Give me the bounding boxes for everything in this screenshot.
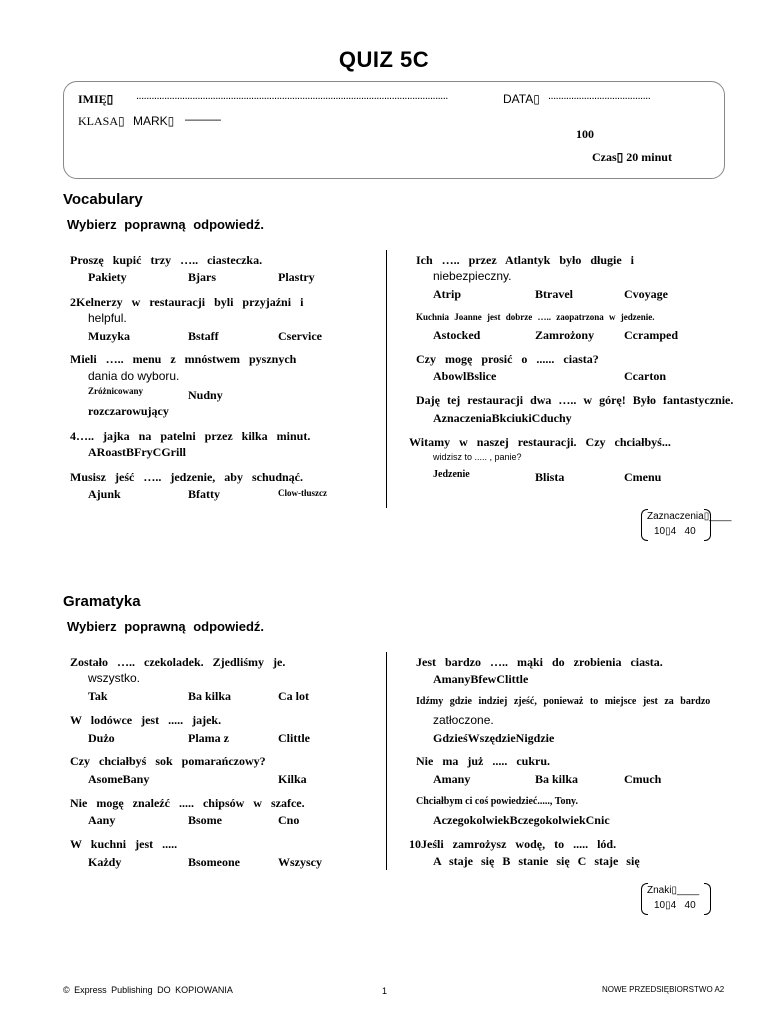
- grammar-q6-options[interactable]: AmanyBfewClittle: [433, 672, 529, 686]
- page-number: 1: [382, 986, 388, 996]
- vocab-q10-option-a[interactable]: Jedzenie: [433, 469, 470, 480]
- vocab-q7-option-c[interactable]: Ccramped: [624, 328, 678, 342]
- vocab-q3-option-b[interactable]: Nudny: [188, 388, 223, 402]
- vocab-q7-option-a[interactable]: Astocked: [433, 328, 481, 342]
- vocab-q5-option-c[interactable]: Clow-tłuszcz: [278, 488, 327, 498]
- quiz-title: QUIZ 5C: [338, 47, 430, 72]
- vocab-q10-option-c[interactable]: Cmenu: [624, 470, 662, 484]
- date-label: DATA▯: [503, 92, 540, 106]
- mark-label: MARK▯: [133, 114, 175, 128]
- vocab-q10-option-b[interactable]: Blista: [535, 470, 565, 484]
- grammar-q7-cont: zatłoczone.: [433, 713, 494, 727]
- missing-glyph-icon: ▯: [106, 92, 114, 106]
- grammar-q6: Jest bardzo ….. mąki do zrobienia ciasta.: [416, 655, 663, 669]
- vocabulary-score-box: [641, 509, 732, 541]
- grammar-q1-option-a[interactable]: Tak: [88, 689, 108, 703]
- name-field[interactable]: ..........................................................................................................................: [136, 90, 448, 102]
- grammar-title: Gramatyka: [63, 593, 141, 610]
- column-divider: [386, 652, 387, 870]
- vocab-q8-option-c[interactable]: Ccarton: [624, 369, 666, 383]
- max-points: 100: [576, 127, 594, 141]
- grammar-q9: Chciałbym ci coś powiedzieć....., Tony.: [416, 796, 578, 807]
- grammar-score-box: [641, 883, 711, 915]
- grammar-q1-option-b[interactable]: Ba kilka: [188, 689, 232, 703]
- grammar-q7-options[interactable]: GdzieśWszędzieNigdzie: [433, 731, 555, 745]
- vocab-q6-option-a[interactable]: Atrip: [433, 287, 461, 301]
- vocab-q1-option-a[interactable]: Pakiety: [88, 270, 127, 284]
- grammar-q3-option-ab[interactable]: AsomeBany: [88, 772, 150, 786]
- grammar-q2-option-b[interactable]: Plama z: [188, 731, 229, 745]
- vocab-q9-options[interactable]: AznaczeniaBkciukiCduchy: [433, 411, 572, 425]
- grammar-q4: Nie mogę znaleźć ..... chipsów w szafce.: [70, 796, 305, 810]
- date-field[interactable]: ........................................: [548, 90, 651, 102]
- grammar-q1-cont: wszystko.: [88, 671, 141, 685]
- time-limit: Czas▯ 20 minut: [592, 150, 672, 164]
- grammar-q5-option-a[interactable]: Każdy: [88, 855, 122, 869]
- vocab-q1: Proszę kupić trzy ….. ciasteczka.: [70, 253, 263, 267]
- vocab-q2-option-c[interactable]: Cservice: [278, 329, 322, 343]
- grammar-q8-option-a[interactable]: Amany: [433, 772, 471, 786]
- grammar-q2-option-a[interactable]: Dużo: [88, 731, 115, 745]
- vocab-q4-options[interactable]: ARoastBFryCGrill: [88, 445, 186, 459]
- missing-glyph-icon: ▯: [665, 526, 671, 537]
- vocab-q9: Daję tej restauracji dwa ….. w górę! Było fantastycznie.: [416, 393, 734, 407]
- vocab-q8-option-ab[interactable]: AbowlBslice: [433, 369, 497, 383]
- missing-glyph-icon: ▯: [703, 511, 710, 522]
- vocabulary-title: Vocabulary: [63, 191, 143, 208]
- vocab-q10-cont: widzisz to ..... , panie?: [433, 452, 522, 462]
- grammar-q8-option-b[interactable]: Ba kilka: [535, 772, 579, 786]
- vocab-q3-option-c[interactable]: rozczarowujący: [88, 404, 169, 418]
- grammar-q8-option-c[interactable]: Cmuch: [624, 772, 662, 786]
- vocab-q7-option-b[interactable]: Zamrożony: [535, 328, 595, 342]
- vocab-q6-cont: niebezpieczny.: [433, 269, 512, 283]
- vocab-q6: Ich ….. przez Atlantyk było długie i: [416, 253, 635, 267]
- vocab-q5-option-b[interactable]: Bfatty: [188, 487, 220, 501]
- grammar-q9-options[interactable]: AczegokolwiekBczegokolwiekCnic: [433, 813, 610, 827]
- missing-glyph-icon: ▯: [167, 114, 175, 128]
- vocab-q2-option-b[interactable]: Bstaff: [188, 329, 219, 343]
- grammar-q7: Idźmy gdzie indziej zjeść, ponieważ to miejsce jest za bardzo: [416, 696, 711, 707]
- mark-field[interactable]: ———: [185, 112, 221, 126]
- grammar-q2: W lodówce jest ..... jajek.: [70, 713, 222, 727]
- grammar-q5-option-c[interactable]: Wszyscy: [278, 855, 322, 869]
- grammar-q2-option-c[interactable]: Clittle: [278, 731, 310, 745]
- column-divider: [386, 250, 387, 508]
- vocab-q4: 4….. jajka na patelni przez kilka minut.: [70, 429, 311, 443]
- grammar-q10-options[interactable]: A staje się B stanie się C staje się: [433, 854, 640, 868]
- missing-glyph-icon: ▯: [616, 150, 624, 164]
- vocab-q3: Mieli ….. menu z mnóstwem pysznych: [70, 352, 297, 366]
- vocab-q2: 2Kelnerzy w restauracji byli przyjaźni i: [70, 295, 304, 309]
- grammar-q1-option-c[interactable]: Ca lot: [278, 689, 309, 703]
- grammar-q4-option-a[interactable]: Aany: [88, 813, 116, 827]
- vocabulary-score-label: Zaznaczenia▯____: [647, 511, 732, 522]
- vocab-q1-option-b[interactable]: Bjars: [188, 270, 216, 284]
- brace-right: [704, 883, 711, 915]
- vocab-q3-cont: dania do wyboru.: [88, 369, 180, 383]
- vocab-q6-option-c[interactable]: Cvoyage: [624, 287, 668, 301]
- grammar-score-formula: 10▯4 40: [654, 900, 696, 911]
- vocab-q1-option-c[interactable]: Plastry: [278, 270, 315, 284]
- vocab-q5: Musisz jeść ….. jedzenie, aby schudnąć.: [70, 470, 303, 484]
- footer-series: NOWE PRZEDSIĘBIORSTWO A2: [602, 985, 725, 994]
- grammar-instruction: Wybierz poprawną odpowiedź.: [67, 619, 264, 634]
- grammar-score-label: Znaki▯____: [647, 885, 700, 896]
- vocab-q10: Witamy w naszej restauracji. Czy chciałbyś...: [409, 435, 671, 449]
- vocabulary-score-formula: 10▯4 40: [654, 526, 696, 537]
- vocab-q2-cont: helpful.: [88, 311, 127, 325]
- grammar-q5-option-b[interactable]: Bsomeone: [188, 855, 240, 869]
- grammar-q4-option-c[interactable]: Cno: [278, 813, 300, 827]
- grammar-q8: Nie ma już ..... cukru.: [416, 754, 550, 768]
- grammar-q1: Zostało ….. czekoladek. Zjedliśmy je.: [70, 655, 286, 669]
- grammar-q4-option-b[interactable]: Bsome: [188, 813, 222, 827]
- vocab-q6-option-b[interactable]: Btravel: [535, 287, 573, 301]
- missing-glyph-icon: ▯: [533, 92, 540, 106]
- grammar-q10: 10Jeśli zamrożysz wodę, to ..... lód.: [409, 837, 617, 851]
- grammar-q5: W kuchni jest .....: [70, 837, 178, 851]
- name-label: IMIĘ▯: [78, 92, 114, 106]
- vocab-q2-option-a[interactable]: Muzyka: [88, 329, 130, 343]
- vocab-q7: Kuchnia Joanne jest dobrze ….. zaopatrzona w jedzenie.: [416, 312, 655, 322]
- missing-glyph-icon: ▯: [671, 885, 677, 896]
- vocabulary-instruction: Wybierz poprawną odpowiedź.: [67, 217, 264, 232]
- vocab-q5-option-a[interactable]: Ajunk: [88, 487, 121, 501]
- class-label: KLASA▯: [78, 114, 125, 128]
- missing-glyph-icon: ▯: [665, 900, 671, 911]
- footer-copyright: © Express Publishing DO KOPIOWANIA: [63, 985, 233, 995]
- vocab-q8: Czy mogę prosić o ...... ciasta?: [416, 352, 599, 366]
- vocab-q3-option-a[interactable]: Zróżnicowany: [88, 386, 143, 396]
- missing-glyph-icon: ▯: [118, 114, 125, 128]
- grammar-q3: Czy chciałbyś sok pomarańczowy?: [70, 754, 266, 768]
- grammar-q3-option-c[interactable]: Kilka: [278, 772, 307, 786]
